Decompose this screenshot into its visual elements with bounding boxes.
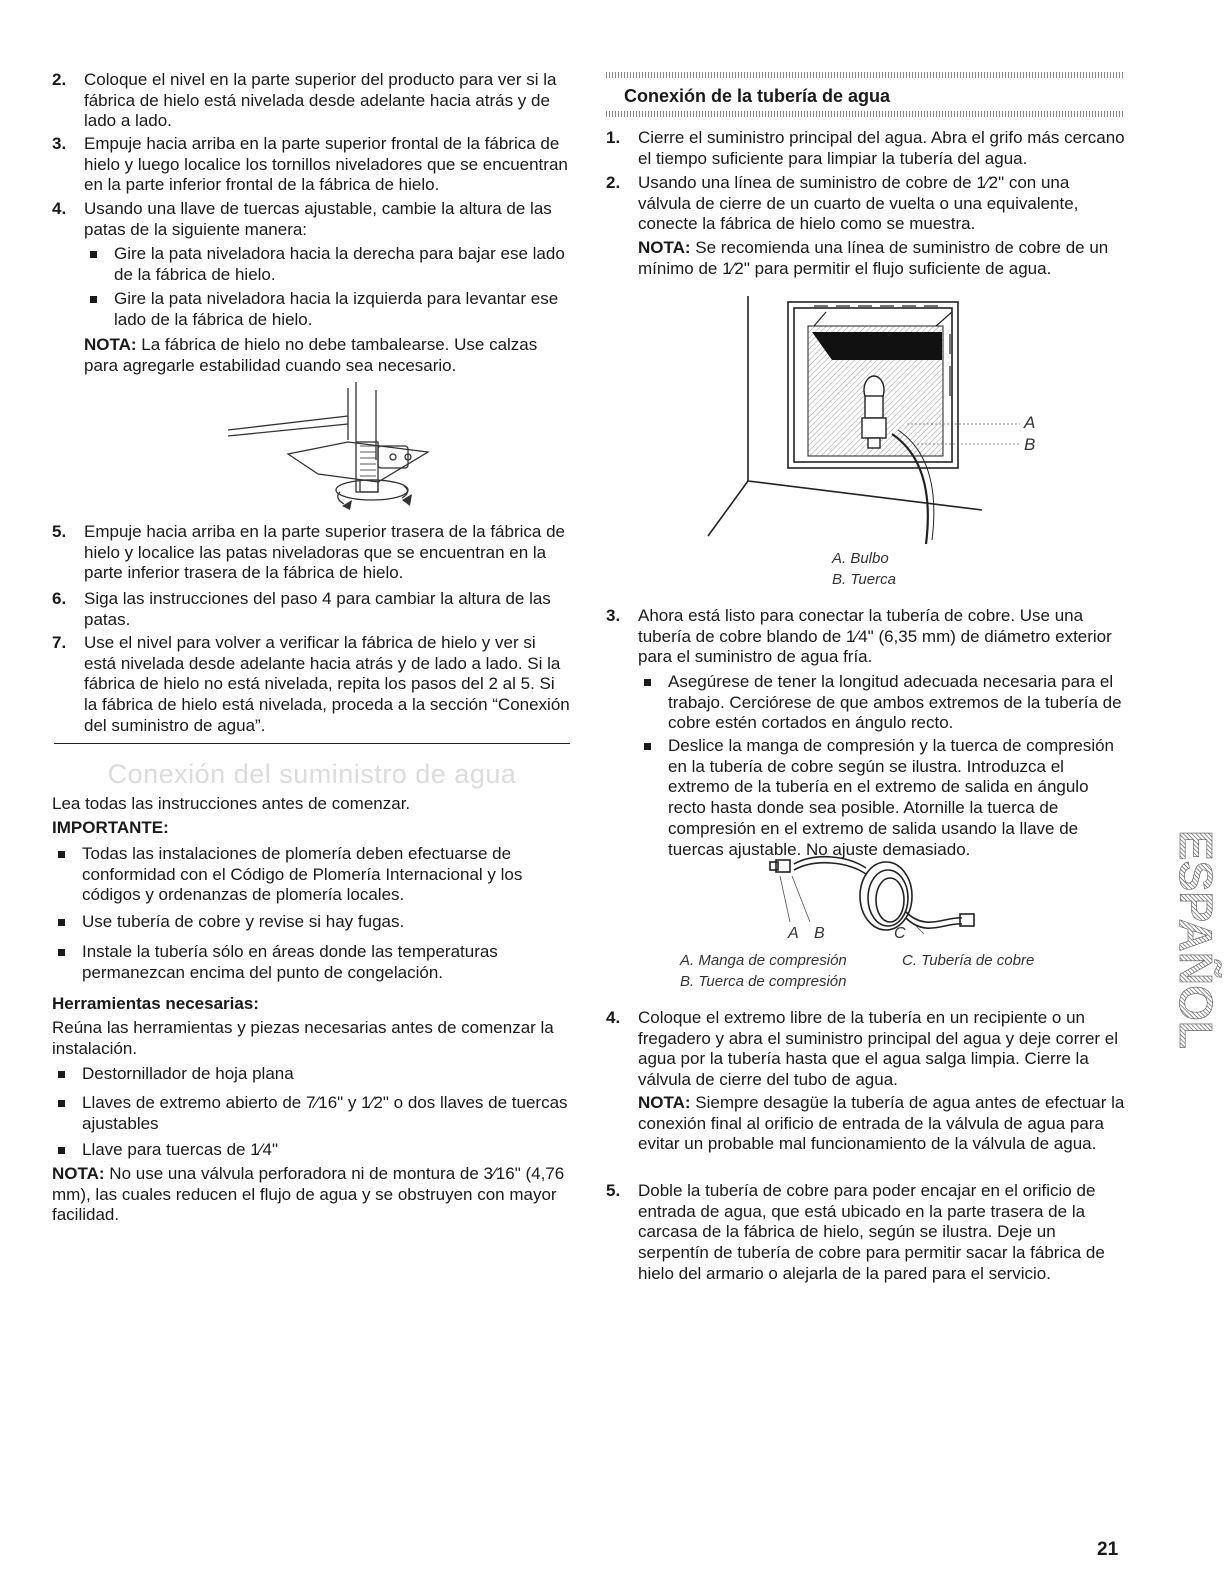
bullet-square <box>58 919 65 926</box>
figure-caption-b: B. Tuerca de compresión <box>680 973 847 990</box>
step-7: 7. Use el nivel para volver a verificar la fábrica de hielo y ver si está nivelada desde adelante hacia atrás y de lado a lado. Si la fábrica de hielo no está nivelada, repita los pasos del 2 al 5. Si la fábrica de hielo está nivelada, proceda a la sección “Conexión del suministro de agua”. <box>52 633 570 735</box>
list-item: Llave para tuercas de 1⁄4" <box>52 1140 572 1161</box>
list-item: Asegúrese de tener la longitud adecuada necesaria para el trabajo. Cerciórese de que ambos extremos de la tubería de cobre estén cortados en ángulo recto. <box>638 672 1126 734</box>
bullet-square <box>644 679 651 686</box>
figure-caption-b: B. Tuerca <box>832 571 896 588</box>
list-item: Instale la tubería sólo en áreas donde las temperaturas permanezcan encima del punto de congelación. <box>52 942 572 983</box>
note: NOTA: Se recomienda una línea de suministro de cobre de un mínimo de 1⁄2" para permitir el flujo suficiente de agua. <box>638 238 1109 278</box>
step-5: 5. Empuje hacia arriba en la parte superior trasera de la fábrica de hielo y localice las patas niveladoras que se encuentran en la parte inferior trasera de la fábrica de hielo. <box>52 522 565 583</box>
list-item: Todas las instalaciones de plomería deben efectuarse de conformidad con el Código de Plomería Internacional y los códigos y ordenanzas de plomería locales. <box>52 844 572 906</box>
figure-caption-a: A. Bulbo <box>832 550 889 567</box>
step-6: 6. Siga las instrucciones del paso 4 para cambiar la altura de las patas. <box>52 589 551 629</box>
step-3: 3. Ahora está listo para conectar la tubería de cobre. Use una tubería de cobre blando de 1⁄4" (6,35 mm) de diámetro exterior para el suministro de agua fría. <box>606 606 1112 667</box>
label-a: A <box>1024 413 1036 432</box>
heading-rule-bottom <box>606 111 1124 117</box>
label-b: B <box>814 925 825 942</box>
intro-text: Lea todas las instrucciones antes de comenzar. <box>52 794 411 813</box>
page-number: 21 <box>1097 1539 1119 1560</box>
language-side-tab <box>1122 826 1222 1066</box>
step-4: 4. Usando una llave de tuercas ajustable, cambie la altura de las patas de la siguiente manera: <box>52 199 552 239</box>
bullet-square <box>58 1100 65 1107</box>
list-item: Gire la pata niveladora hacia la derecha para bajar ese lado de la fábrica de hielo. <box>84 244 572 285</box>
leveling-leg-illustration <box>228 382 448 512</box>
list-item: Gire la pata niveladora hacia la izquierda para levantar ese lado de la fábrica de hielo. <box>84 289 572 330</box>
section-title: Conexión del suministro de agua <box>107 759 517 789</box>
label-c: C <box>894 925 906 942</box>
tools-intro: Reúna las herramientas y piezas necesarias antes de comenzar la instalación. <box>52 1018 554 1058</box>
section-divider <box>54 743 570 744</box>
list-item: Destornillador de hoja plana <box>52 1064 572 1085</box>
copper-tubing-illustration <box>766 852 986 948</box>
tools-heading: Herramientas necesarias: <box>52 994 259 1013</box>
list-item: Llaves de extremo abierto de 7⁄16" y 1⁄2" o dos llaves de tuercas ajustables <box>52 1093 572 1134</box>
bullet-square <box>58 1147 65 1154</box>
water-inlet-illustration <box>702 286 1052 546</box>
note: NOTA: Siempre desagüe la tubería de agua antes de efectuar la conexión final al orificio de entrada de la válvula de agua para evitar un probable mal funcionamiento de la válvula de agua. <box>638 1093 1125 1154</box>
heading-rule-top <box>606 72 1124 78</box>
side-tab-label: ESPAÑOL <box>1170 830 1222 1049</box>
bullet-square <box>90 251 97 258</box>
step-2: 2. Usando una línea de suministro de cobre de 1⁄2" con una válvula de cierre de un cuarto de vuelta o una equivalente, conecte la fábrica de hielo como se muestra. <box>606 173 1079 234</box>
importante-heading: IMPORTANTE: <box>52 818 169 837</box>
step-5: 5. Doble la tubería de cobre para poder encajar en el orificio de entrada de agua, que está ubicado en la parte trasera de la carcasa de la fábrica de hielo, según se ilustra. Deje un serpentín de tubería de cobre para permitir sacar la fábrica de hielo del armario o alejarla de la pared para el servicio. <box>606 1181 1105 1283</box>
bullet-square <box>58 949 65 956</box>
step-4: 4. Coloque el extremo libre de la tubería en un recipiente o un fregadero y abra el suministro principal del agua y deje correr el agua por la tubería hasta que el agua salga limpia. Cierre la válvula de cierre del tubo de agua. <box>606 1008 1119 1090</box>
figure-caption-c: C. Tubería de cobre <box>902 952 1035 969</box>
note: NOTA: La fábrica de hielo no debe tambalearse. Use calzas para agregarle estabilidad cuando sea necesario. <box>84 335 538 375</box>
step-2: 2. Coloque el nivel en la parte superior del producto para ver si la fábrica de hielo está nivelada desde adelante hacia atrás y de lado a lado. <box>52 70 557 131</box>
list-item: Deslice la manga de compresión y la tuerca de compresión en la tubería de cobre según se ilustra. Introduzca el extremo de la tubería en el extremo de salida en ángulo recto hasta donde sea posible. Atornille la tuerca de compresión en el extremo de salida usando la llave de tuercas ajustable. No ajuste demasiado. <box>638 736 1126 860</box>
bullet-square <box>90 296 97 303</box>
step-3: 3. Empuje hacia arriba en la parte superior frontal de la fábrica de hielo y luego localice los tornillos niveladores que se encuentran en la parte inferior frontal de la fábrica de hielo. <box>52 134 568 195</box>
bullet-square <box>58 851 65 858</box>
list-item: Use tubería de cobre y revise si hay fugas. <box>52 912 572 933</box>
label-b: B <box>1024 435 1036 454</box>
figure-caption-a: A. Manga de compresión <box>680 952 847 969</box>
note: NOTA: No use una válvula perforadora ni de montura de 3⁄16" (4,76 mm), las cuales reducen el flujo de agua y se obstruyen con mayor facilidad. <box>52 1164 565 1225</box>
subsection-heading: Conexión de la tubería de agua <box>624 86 891 106</box>
step-1: 1. Cierre el suministro principal del agua. Abra el grifo más cercano el tiempo suficiente para limpiar la tubería del agua. <box>606 128 1125 168</box>
label-a: A <box>788 925 799 942</box>
bullet-square <box>644 743 651 750</box>
bullet-square <box>58 1071 65 1078</box>
